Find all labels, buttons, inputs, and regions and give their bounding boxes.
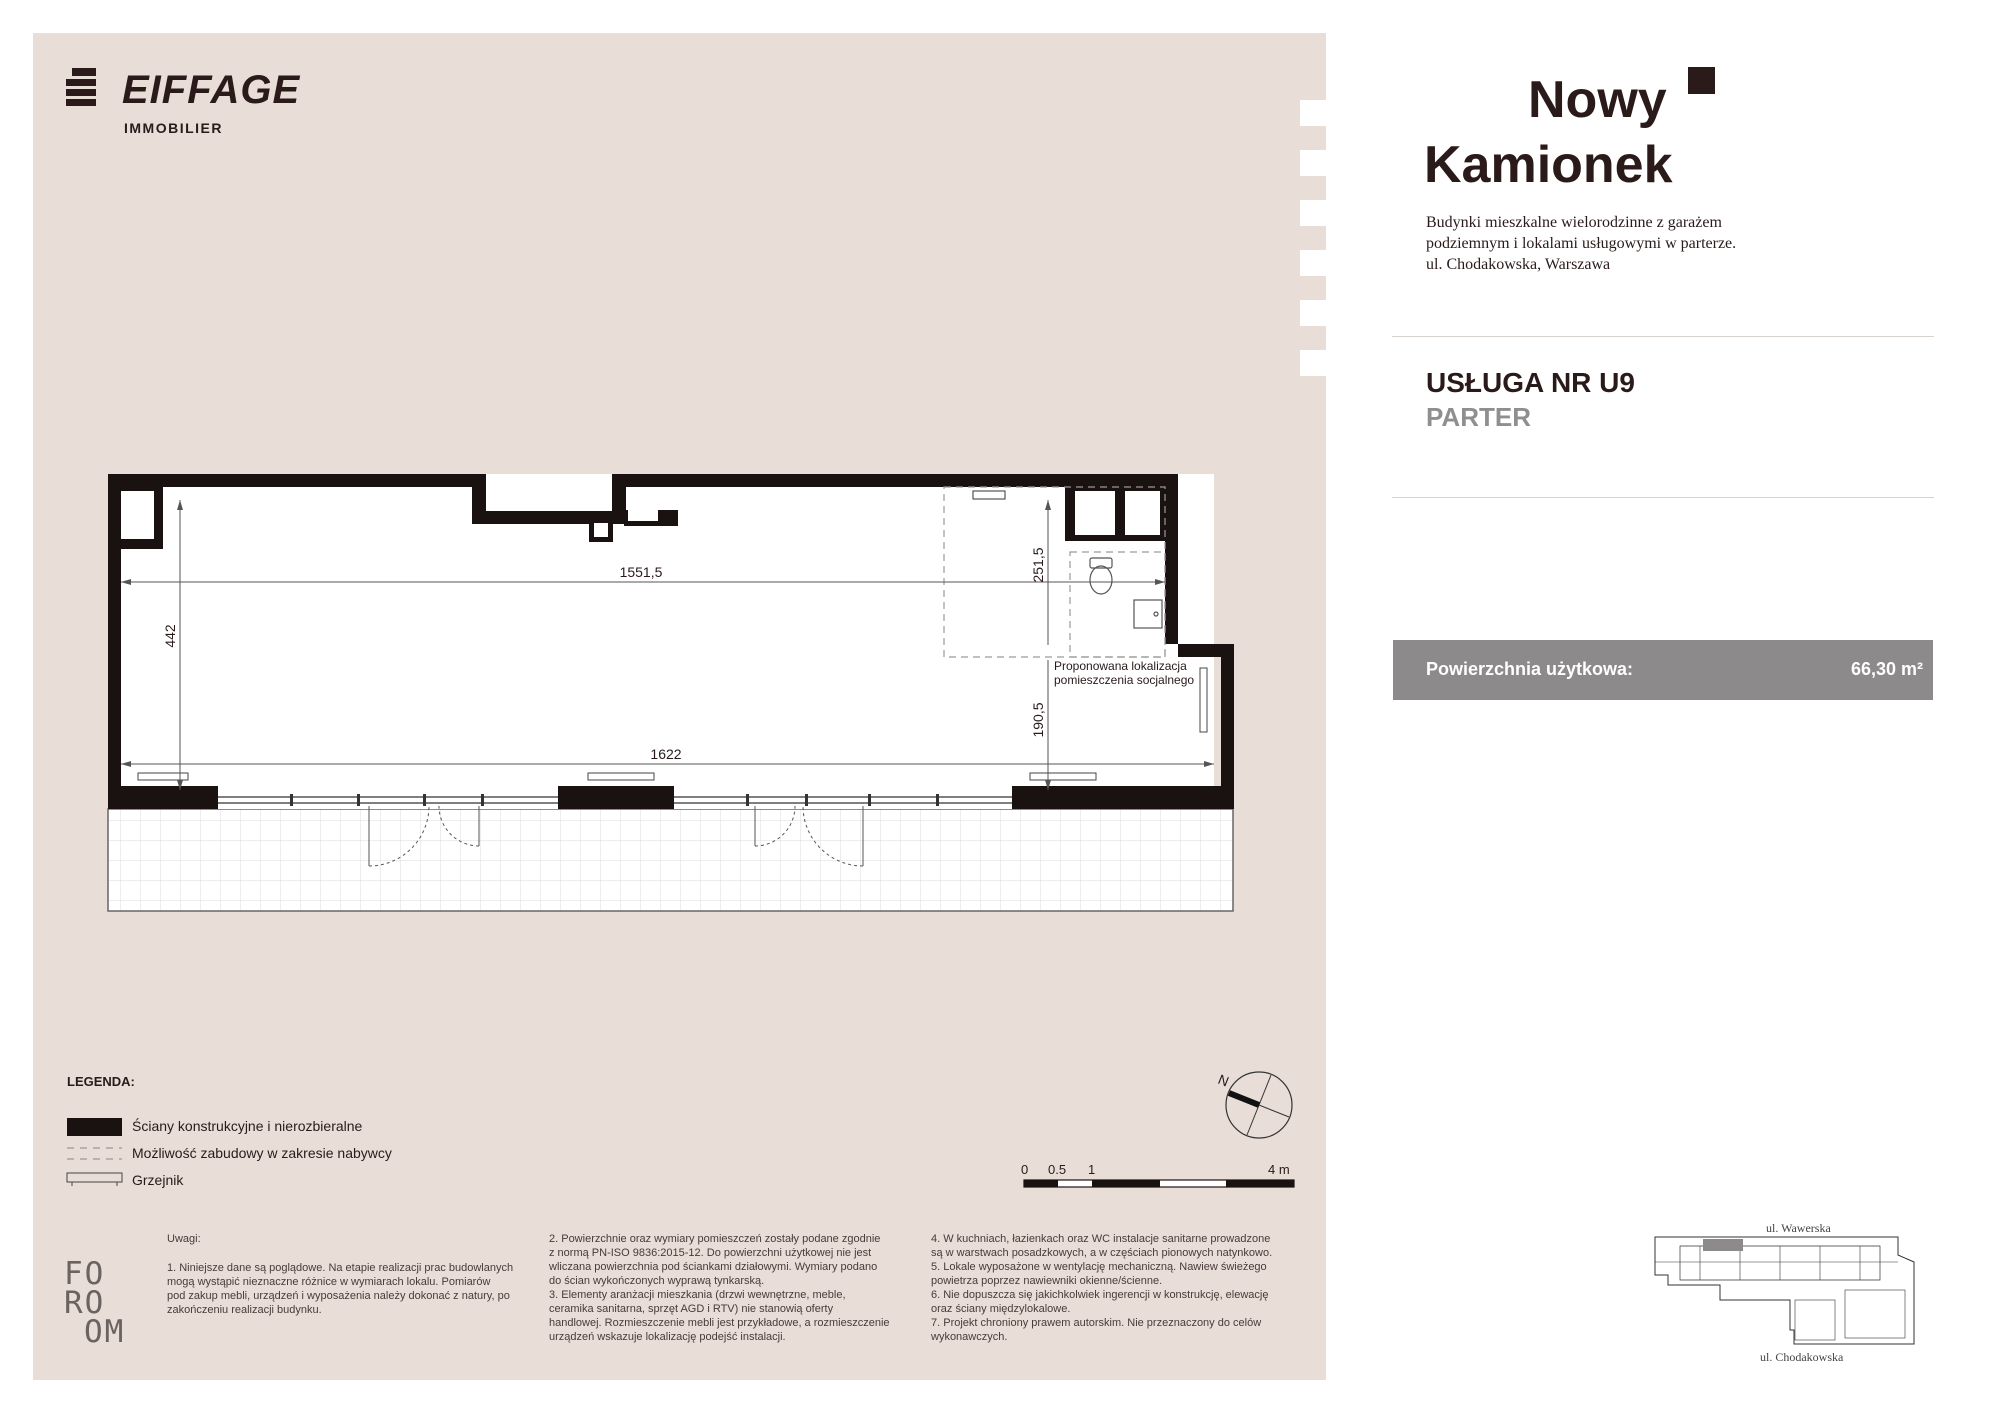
compass-icon [1216,1071,1292,1138]
scale-label: 1 [1088,1162,1096,1177]
notes-line: 1. Niniejsze dane są poglądowe. Na etapie realizacji prac budowlanych [167,1262,514,1274]
notes-line: 3. Elementy aranżacji mieszkania (drzwi wewnętrzne, meble, [549,1289,846,1301]
terrace-tiles [108,809,1233,911]
foroom-line: RO [64,1285,106,1321]
notes-column-2 [549,1232,929,1344]
foroom-line: FO [64,1256,106,1292]
notes-line: handlowej. Rozmieszczenie mebli jest przykładowe, a rozmieszczenie [549,1317,890,1329]
area-value: 66,30 m² [1850,659,1923,679]
description-line: ul. Chodakowska, Warszawa [1426,256,1611,273]
notes-line: urządzeń wskazuje lokalizację podejść instalacji. [549,1331,786,1343]
compass-north-label: N [1215,1070,1232,1090]
legend-item-radiator: Grzejnik [132,1172,184,1188]
notes-heading: Uwagi: [167,1233,201,1245]
unit-title: USŁUGA NR U9 [1426,367,1635,398]
legend-item-walls: Ściany konstrukcyjne i nierozbieralne [132,1118,363,1134]
description-line: podziemnym i lokalami usługowymi w parterze. [1426,235,1737,252]
notes-line: ceramika sanitarna, sprzęt AGD i RTV) nie stanowią oferty [549,1303,834,1315]
dim-height-lower: 190,5 [1030,702,1046,738]
foroom-logo [64,1256,126,1350]
legend-swatch-walls [67,1118,122,1136]
notes-column-3 [931,1232,1321,1344]
dim-height-upper: 251,5 [1030,547,1046,583]
notes-column-1 [167,1232,547,1317]
notes-line: zakończeniu realizacji budynku. [167,1304,322,1316]
notes-line: 5. Lokale wyposażone w wentylację mechaniczną. Nawiew świeżego [931,1261,1267,1273]
notes-line: mogą wystąpić nieznaczne różnice w wymiarach lokalu. Pomiarów [167,1276,491,1288]
social-room-note-1: Proponowana lokalizacja [1054,659,1187,673]
notes-line: są w warstwach posadzkowych, a w częściach pionowych natynkowo. [931,1247,1273,1259]
notes-line: z normą PN-ISO 9836:2015-12. Do powierzchni użytkowej nie jest [549,1247,872,1259]
notes-line: 4. W kuchniach, łazienkach oraz WC instalacje sanitarne prowadzone [931,1233,1271,1245]
legend-title: LEGENDA: [67,1074,135,1089]
key-plan-street-top: ul. Wawerska [1766,1221,1831,1235]
dim-width-upper: 1551,5 [619,564,663,580]
legend-item-buyer-zone: Możliwość zabudowy w zakresie nabywcy [132,1145,392,1161]
notes-line: 2. Powierzchnie oraz wymiary pomieszczeń zostały podane zgodnie [549,1233,881,1245]
legend-swatch-radiator [67,1173,122,1186]
scale-label: 0.5 [1048,1162,1067,1177]
notes-line: powietrza poprzez nawiewniki okienne/ścienne. [931,1275,1163,1287]
notes-line: oraz ściany międzylokalowe. [931,1303,1071,1315]
area-label: Powierzchnia użytkowa: [1426,659,1634,679]
key-plan [1655,1237,1914,1344]
social-room-note-2: pomieszczenia socjalnego [1054,673,1195,687]
notes-line: 6. Nie dopuszcza się jakichkolwiek ingerencji w konstrukcję, elewację [931,1289,1269,1301]
brand-line-2: Kamionek [1424,136,1673,194]
dim-height-left: 442 [162,624,178,648]
unit-floor: PARTER [1426,402,1531,432]
scale-label: 0 [1021,1162,1029,1177]
legend-swatch-dashed [67,1148,122,1159]
logo-subtitle: IMMOBILIER [124,120,223,136]
description-line: Budynki mieszkalne wielorodzinne z garażem [1426,214,1722,231]
notes-line: wliczana powierzchnia pod ściankami działowymi. Wymiary podano [549,1261,878,1273]
notes-line: 7. Projekt chroniony prawem autorskim. Nie przeznaczony do celów [931,1317,1262,1329]
notes-line: wykonawczych. [931,1331,1008,1343]
notes-line: do ścian wykończonych wyprawą tynkarską. [549,1275,765,1287]
dim-width-lower: 1622 [650,746,682,762]
foroom-line: OM [84,1314,126,1350]
brand-line-1: Nowy [1528,71,1667,129]
key-plan-unit-highlight [1703,1239,1743,1251]
scale-bar [1024,1180,1294,1187]
key-plan-street-bottom: ul. Chodakowska [1760,1350,1844,1364]
scale-label: 4 m [1268,1162,1290,1177]
notes-line: pod zakup mebli, urządzeń i wyposażenia należy dokonać z natury, po [167,1290,510,1302]
logo-wordmark: EIFFAGE [122,68,301,112]
